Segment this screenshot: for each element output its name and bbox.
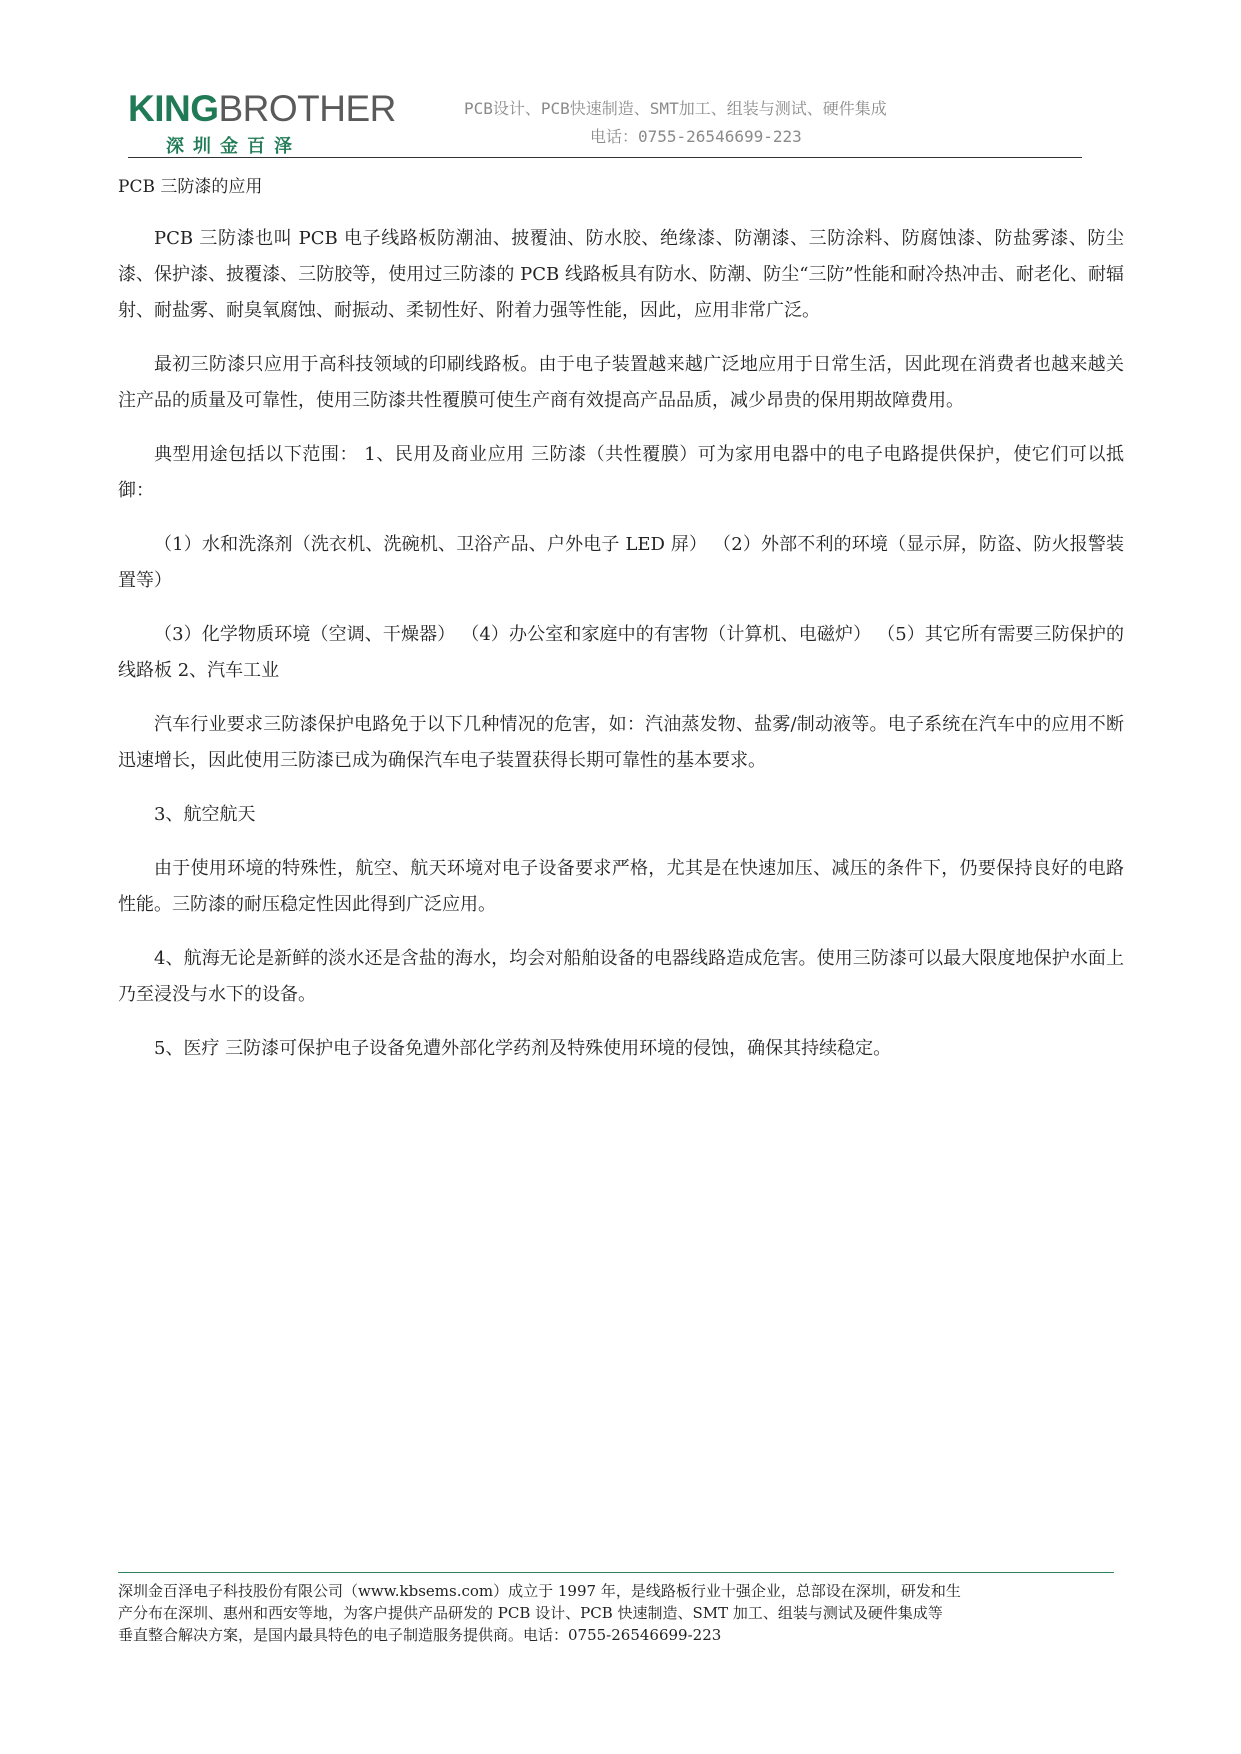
footer-line: 垂直整合解决方案，是国内最具特色的电子制造服务提供商。电话：0755-26546699-223 bbox=[118, 1626, 722, 1644]
paragraph-history: 最初三防漆只应用于高科技领域的印刷线路板。由于电子装置越来越广泛地应用于日常生活，因此现在消费者也越来越关注产品的质量及可靠性，使用三防漆共性覆膜可使生产商有效提高产品品质，减少昂贵的保用期故障费用。 bbox=[118, 354, 1124, 411]
footer-line: 深圳金百泽电子科技股份有限公司（www.kbsems.com）成立于 1997 年，是线路板行业十强企业，总部设在深圳，研发和生 bbox=[118, 1582, 961, 1600]
page-header bbox=[128, 86, 1082, 158]
company-logo bbox=[128, 90, 396, 127]
header-divider bbox=[128, 157, 1082, 158]
paragraph-intro: PCB 三防漆也叫 PCB 电子线路板防潮油、披覆油、防水胶、绝缘漆、防潮漆、三防涂料、防腐蚀漆、防盐雾漆、防尘漆、保护漆、披覆漆、三防胶等，使用过三防漆的 PCB 线路板具有防水、防潮、防尘“三防”性能和耐冷热冲击、耐老化、耐辐射、耐盐雾、耐臭氧腐蚀、耐振动、柔韧性好、附着力强等性能，因此，应用非常广泛。 bbox=[118, 228, 1124, 321]
page-footer bbox=[118, 1580, 1118, 1646]
paragraph-uses-list-2: （3）化学物质环境（空调、干燥器） （4）办公室和家庭中的有害物（计算机、电磁炉） （5）其它所有需要三防保护的线路板 2、汽车工业 bbox=[118, 624, 1124, 681]
header-phone: 电话：0755-26546699-223 bbox=[590, 127, 802, 146]
paragraph-medical: 5、医疗 三防漆可保护电子设备免遭外部化学药剂及特殊使用环境的侵蚀，确保其持续稳定。 bbox=[154, 1038, 892, 1059]
paragraph-automotive: 汽车行业要求三防漆保护电路免于以下几种情况的危害，如：汽油蒸发物、盐雾/制动液等。电子系统在汽车中的应用不断迅速增长，因此使用三防漆已成为确保汽车电子装置获得长期可靠性的基本要求。 bbox=[118, 714, 1124, 771]
paragraph-aerospace: 由于使用环境的特殊性，航空、航天环境对电子设备要求严格，尤其是在快速加压、减压的条件下，仍要保持良好的电路性能。三防漆的耐压稳定性因此得到广泛应用。 bbox=[118, 858, 1124, 915]
header-tagline: PCB设计、PCB快速制造、SMT加工、组装与测试、硬件集成 bbox=[464, 99, 887, 118]
logo-chinese-name: 深圳金百泽 bbox=[166, 136, 301, 157]
logo-king-text: KING bbox=[128, 88, 219, 129]
document-body bbox=[118, 221, 1124, 1085]
document-title: PCB 三防漆的应用 bbox=[118, 177, 263, 197]
paragraph-uses-list-1: （1）水和洗涤剂（洗衣机、洗碗机、卫浴产品、户外电子 LED 屏） （2）外部不利的环境（显示屏，防盗、防火报警装置等） bbox=[118, 534, 1124, 591]
heading-aerospace: 3、航空航天 bbox=[154, 804, 256, 825]
paragraph-marine: 4、航海无论是新鲜的淡水还是含盐的海水，均会对船舶设备的电器线路造成危害。使用三防漆可以最大限度地保护水面上乃至浸没与水下的设备。 bbox=[118, 948, 1124, 1005]
footer-line: 产分布在深圳、惠州和西安等地，为客户提供产品研发的 PCB 设计、PCB 快速制造、SMT 加工、组装与测试及硬件集成等 bbox=[118, 1604, 943, 1622]
logo-brother-text: BROTHER bbox=[218, 88, 396, 129]
footer-divider bbox=[118, 1572, 1114, 1573]
paragraph-typical-uses: 典型用途包括以下范围： 1、民用及商业应用 三防漆（共性覆膜）可为家用电器中的电子电路提供保护，使它们可以抵御： bbox=[118, 444, 1124, 501]
